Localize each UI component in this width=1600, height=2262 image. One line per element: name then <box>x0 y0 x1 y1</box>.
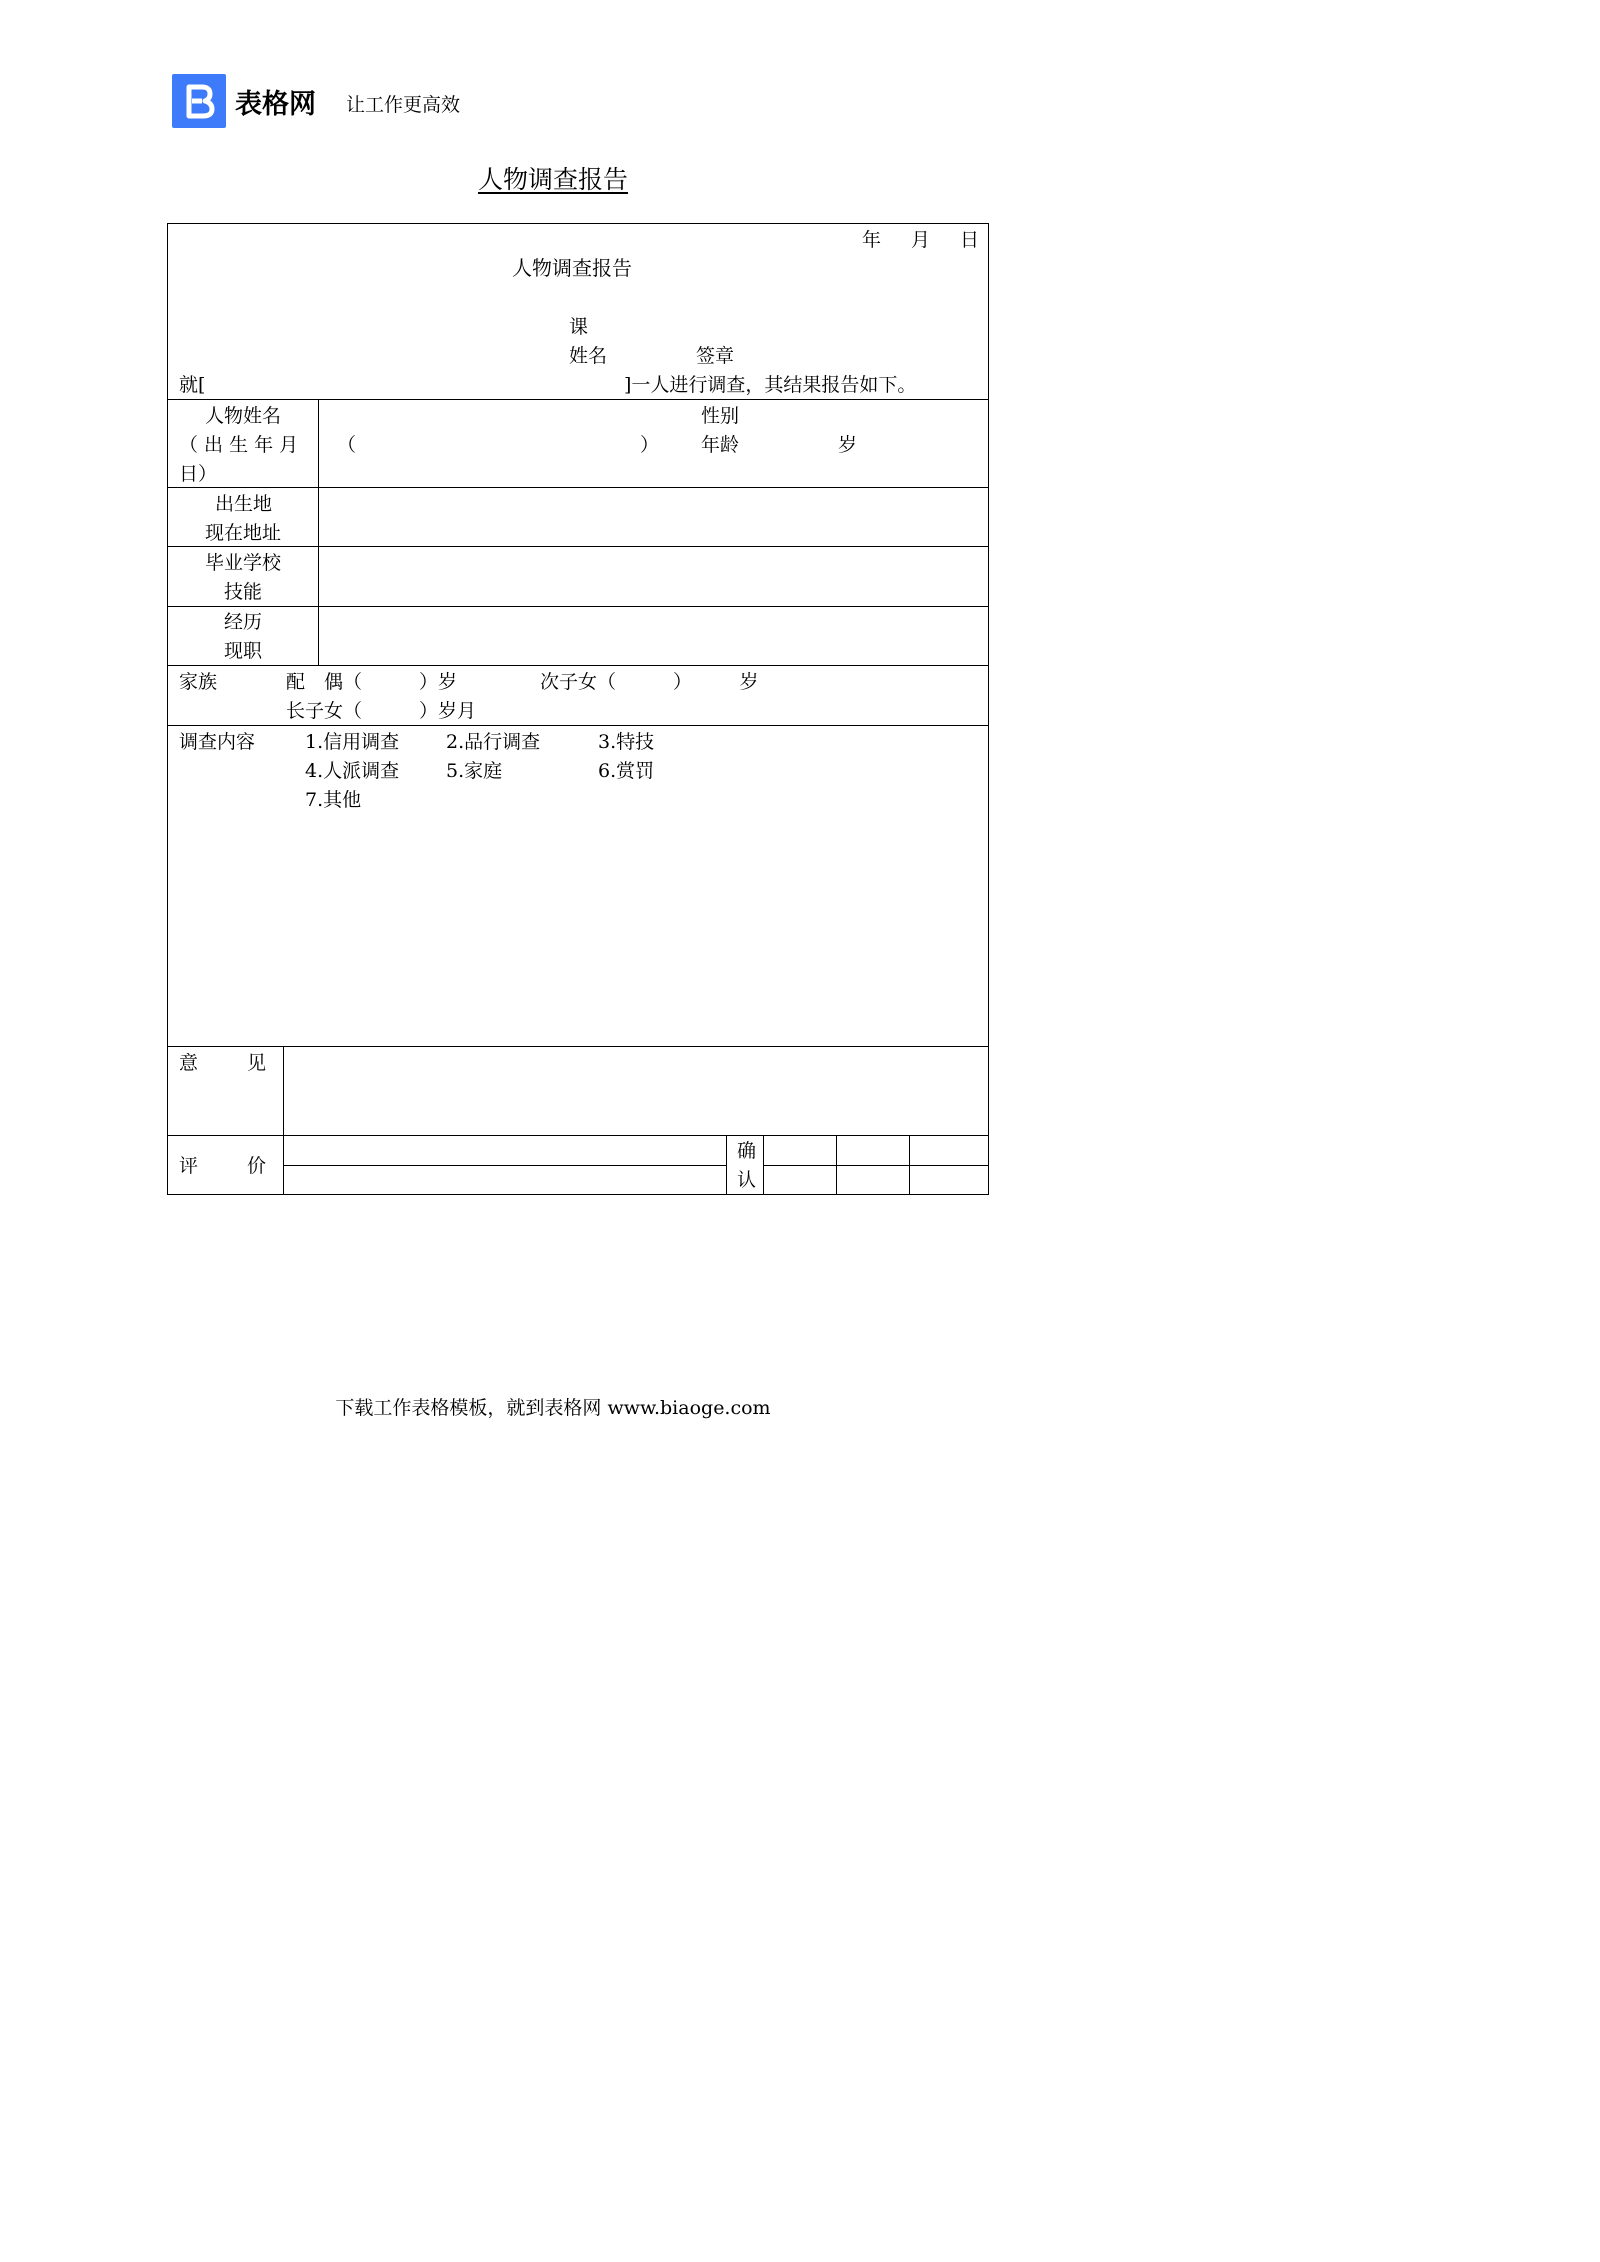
family-label: 家族 <box>179 671 218 693</box>
row-divider <box>167 1046 989 1047</box>
address-label: 现在地址 <box>205 522 282 544</box>
birthplace-label: 出生地 <box>215 493 273 515</box>
row-divider <box>167 487 989 488</box>
survey-item: 5.家庭 <box>446 760 503 782</box>
date-day-label: 日 <box>960 229 980 251</box>
date-year-label: 年 <box>862 229 882 251</box>
intro-suffix: ]一人进行调查，其结果报告如下。 <box>624 374 917 396</box>
person-name-label: 人物姓名 <box>205 405 282 427</box>
row-divider <box>167 546 989 547</box>
skills-label: 技能 <box>224 581 263 603</box>
opinion-label: 意 <box>179 1052 199 1074</box>
column-divider <box>318 399 319 665</box>
age-label: 年龄 <box>701 434 740 456</box>
brand-slogan: 让工作更高效 <box>346 94 461 116</box>
birth-date-paren-open: （ <box>337 434 357 456</box>
confirm-label-cont: 认 <box>737 1169 757 1191</box>
opinion-label-cont: 见 <box>247 1052 267 1074</box>
age-unit: 岁 <box>838 434 858 456</box>
investigator-name-label: 姓名 <box>569 345 608 367</box>
birth-date-label: （ 出 生 年 月 <box>179 434 299 456</box>
column-divider <box>909 1135 910 1195</box>
department-label: 课 <box>569 316 589 338</box>
survey-item: 3.特技 <box>598 731 655 753</box>
page-title: 人物调查报告 <box>477 165 628 194</box>
experience-label: 经历 <box>224 611 263 633</box>
row-divider <box>167 1135 989 1136</box>
survey-item: 1.信用调查 <box>305 731 400 753</box>
survey-item: 4.人派调查 <box>305 760 400 782</box>
gender-label: 性别 <box>701 405 740 427</box>
school-label: 毕业学校 <box>205 552 282 574</box>
row-divider <box>167 665 989 666</box>
evaluation-label-cont: 价 <box>247 1155 267 1177</box>
eldest-child-field: 长子女（ ）岁月 <box>286 700 477 722</box>
column-divider <box>836 1135 837 1195</box>
intro-prefix: 就[ <box>179 374 206 396</box>
row-divider <box>763 1165 989 1166</box>
row-divider <box>283 1165 726 1166</box>
brand-name: 表格网 <box>235 89 316 120</box>
column-divider <box>283 1046 284 1195</box>
seal-label: 签章 <box>696 345 735 367</box>
evaluation-label: 评 <box>179 1155 199 1177</box>
footer-text: 下载工作表格模板，就到表格网 www.biaoge.com <box>335 1397 771 1419</box>
confirm-label: 确 <box>737 1140 757 1162</box>
column-divider <box>763 1135 764 1195</box>
survey-item: 7.其他 <box>305 789 362 811</box>
survey-item: 2.品行调查 <box>446 731 541 753</box>
spouse-field: 配 偶（ ）岁 <box>286 671 458 693</box>
biaoge-logo-icon <box>172 74 226 128</box>
survey-item: 6.赏罚 <box>598 760 655 782</box>
report-inner-title: 人物调查报告 <box>512 256 632 280</box>
current-job-label: 现职 <box>224 640 263 662</box>
row-divider <box>167 606 989 607</box>
date-month-label: 月 <box>911 229 931 251</box>
survey-content-label: 调查内容 <box>179 731 256 753</box>
birth-date-paren-close: ） <box>640 434 660 456</box>
birth-date-label-cont: 日） <box>179 463 218 485</box>
second-child-field: 次子女（ ） 岁 <box>540 671 759 693</box>
column-divider <box>726 1135 727 1195</box>
